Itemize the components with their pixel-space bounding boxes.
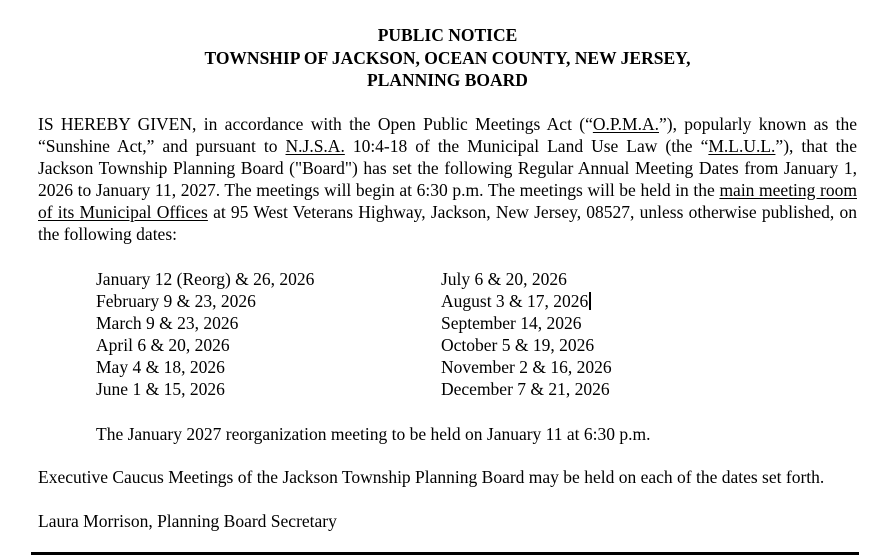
meeting-date-right[interactable]: October 5 & 19, 2026	[441, 334, 595, 355]
meeting-date-right[interactable]: July 6 & 20, 2026	[441, 268, 567, 289]
title-line-planning-board[interactable]: PLANNING BOARD	[367, 70, 528, 90]
meeting-date-row[interactable]	[96, 312, 857, 334]
underlined-text: N.J.S.A.	[285, 135, 345, 156]
underlined-text: M.L.U.L.	[708, 135, 776, 156]
underlined-text: main meeting room of its Municipal Offices	[38, 179, 857, 222]
signature-line[interactable]: Laura Morrison, Planning Board Secretary	[38, 510, 337, 531]
title-line-township[interactable]: TOWNSHIP OF JACKSON, OCEAN COUNTY, NEW JERSEY,	[204, 47, 691, 68]
meeting-date-right[interactable]: November 2 & 16, 2026	[441, 356, 612, 377]
title-line-public-notice[interactable]: PUBLIC NOTICE	[377, 25, 518, 45]
meeting-date-right[interactable]: September 14, 2026	[441, 312, 582, 333]
meeting-date-row[interactable]	[96, 268, 857, 290]
notice-paragraph[interactable]	[38, 113, 857, 245]
text-cursor	[589, 292, 591, 310]
reorganization-note[interactable]: The January 2027 reorganization meeting to be held on January 11 at 6:30 p.m.	[96, 423, 651, 444]
meeting-date-left[interactable]: March 9 & 23, 2026	[96, 312, 239, 333]
meeting-date-right[interactable]: August 3 & 17, 2026	[441, 290, 857, 312]
underlined-text: O.P.M.A.	[592, 113, 659, 134]
caucus-note[interactable]: Executive Caucus Meetings of the Jackson Township Planning Board may be held on each of the dates set forth.	[38, 466, 825, 487]
meeting-date-row[interactable]	[96, 356, 857, 378]
text-segment: ”), that the Jackson Township Planning Board ("Board") has set the following Regular Annual Meeting Dates from January 1, 2026 to January 11, 2027. The meetings will begin at 6:30 p.m. The meetings will be held in the	[38, 135, 857, 200]
text-segment: IS HEREBY GIVEN, in accordance with the Open Public Meetings Act (“	[38, 113, 593, 134]
meeting-date-left[interactable]: February 9 & 23, 2026	[96, 290, 256, 311]
document-title-block[interactable]	[38, 24, 857, 92]
text-segment: ”), popularly known as the “Sunshine Act,” and pursuant to	[38, 113, 857, 156]
text-segment: 10:4-18 of the Municipal Land Use Law (the “	[344, 135, 709, 156]
meeting-date-left[interactable]: May 4 & 18, 2026	[96, 356, 225, 377]
horizontal-rule	[31, 552, 859, 555]
text-segment: at 95 West Veterans Highway, Jackson, New Jersey, 08527, unless otherwise published, on the following dates:	[38, 201, 857, 244]
meeting-date-right[interactable]: December 7 & 21, 2026	[441, 378, 610, 399]
meeting-dates-table[interactable]	[96, 268, 857, 400]
meeting-date-row[interactable]	[96, 334, 857, 356]
meeting-date-left[interactable]: June 1 & 15, 2026	[96, 378, 225, 399]
meeting-date-left[interactable]: April 6 & 20, 2026	[96, 334, 230, 355]
meeting-date-left[interactable]: January 12 (Reorg) & 26, 2026	[96, 268, 315, 289]
meeting-date-row[interactable]	[96, 378, 857, 400]
meeting-date-row[interactable]	[96, 290, 857, 312]
